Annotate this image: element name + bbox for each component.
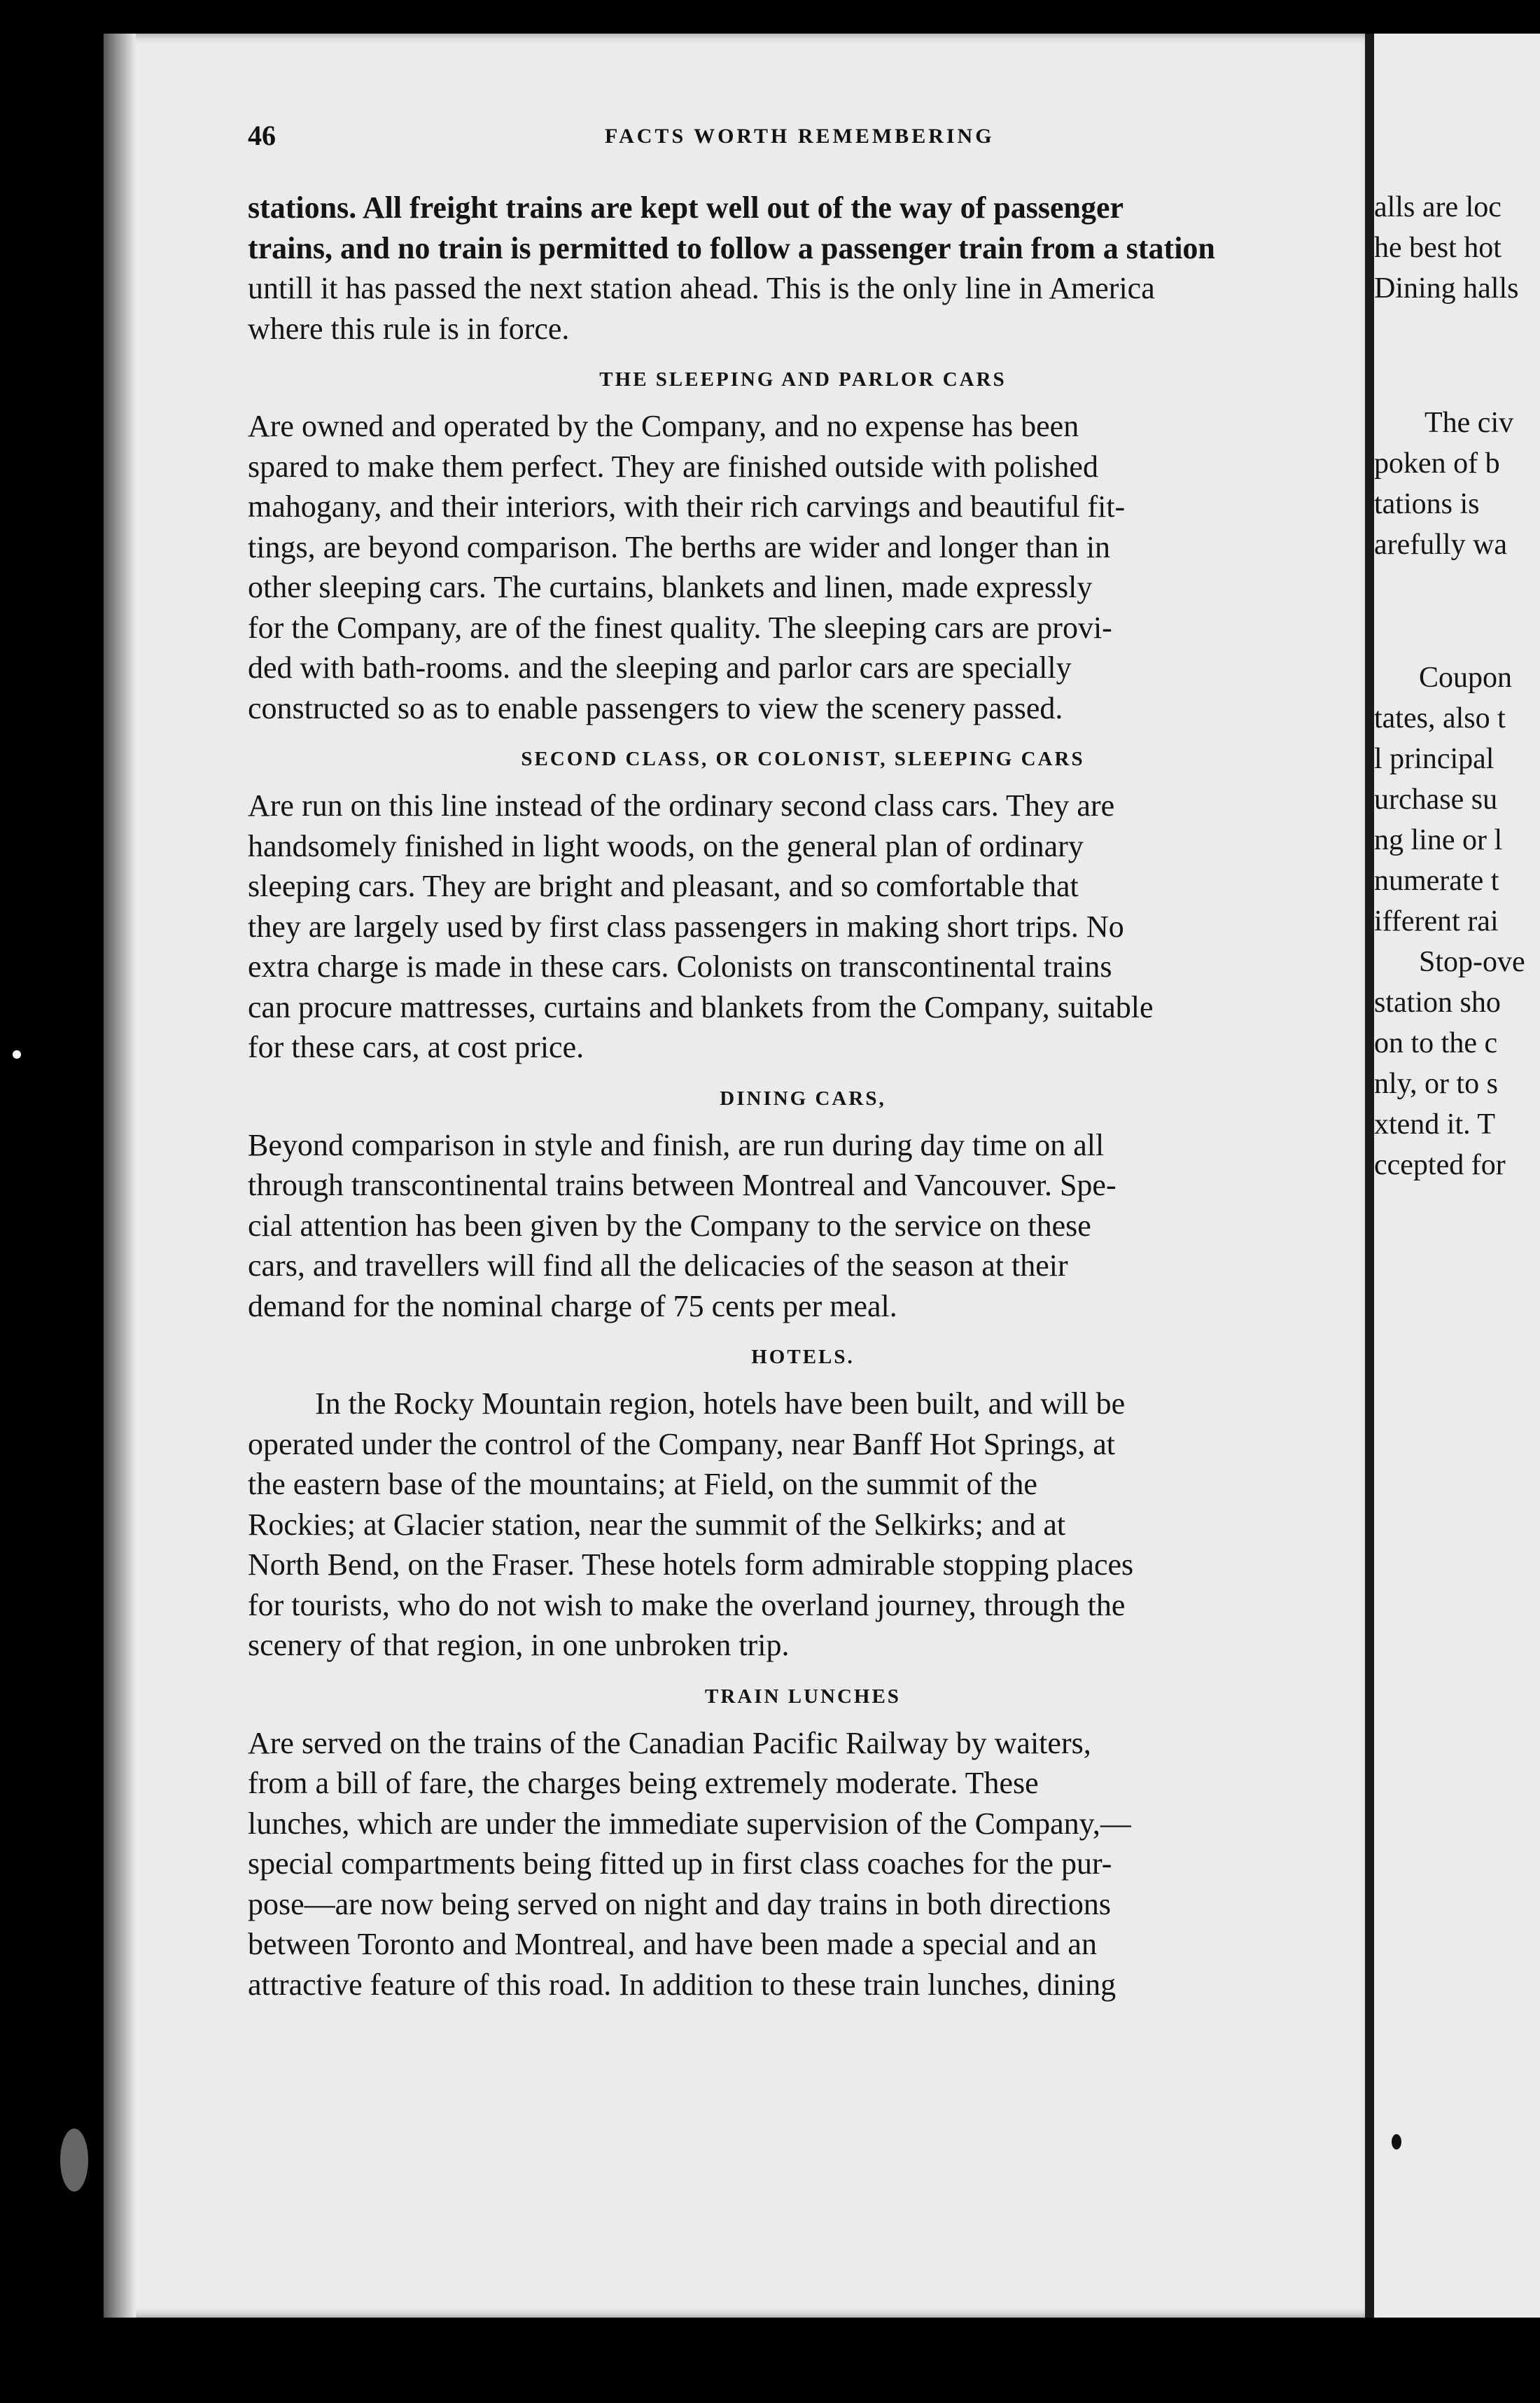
text-line: Are served on the trains of the Canadian Pacific Railway by waiters, [248,1725,1091,1760]
section-heading-sleeping-parlor: THE SLEEPING AND PARLOR CARS [599,368,1007,391]
facing-fragment: nly, or to s [1374,1068,1498,1100]
text-line: for these cars, at cost price. [248,1030,584,1064]
text-line: untill it has passed the next station ahead. This is the only line in America [248,271,1155,305]
facing-fragment: ng line or l [1374,824,1503,856]
facing-fragment: on to the c [1374,1027,1498,1059]
text-line: other sleeping cars. The curtains, blankets and linen, made expressly [248,570,1093,604]
facing-fragment: tates, also t [1374,702,1506,734]
text-line: cars, and travellers will find all the delicacies of the season at their [248,1248,1068,1283]
facing-fragment: Coupon [1419,662,1513,694]
text-line: spared to make them perfect. They are finished outside with polished [248,449,1098,484]
facing-fragment: Stop-ove [1419,946,1525,978]
facing-fragment: alls are loc [1374,191,1502,223]
text-line: mahogany, and their interiors, with their rich carvings and beautiful fit- [248,489,1126,524]
text-line: ded with bath-rooms. and the sleeping and parlor cars are specially [248,650,1072,685]
text-line: they are largely used by first class passengers in making short trips. No [248,909,1124,944]
scan-speck [13,1050,21,1059]
facing-fragment: ccepted for [1374,1149,1506,1181]
text-line [248,228,1358,269]
text-line: scenery of that region, in one unbroken trip. [248,1628,790,1662]
text-line: Are owned and operated by the Company, and no expense has been [248,409,1079,443]
page-number: 46 [248,120,276,151]
text-line: for tourists, who do not wish to make the overland journey, through the [248,1587,1126,1622]
facing-fragment: tations is [1374,488,1480,520]
scan-speck [1392,2134,1401,2150]
running-head [248,119,1354,157]
text-line: through transcontinental trains between Montreal and Vancouver. Spe- [248,1168,1116,1202]
facing-fragment: Dining halls [1374,272,1519,305]
text-line: sleeping cars. They are bright and pleasant, and so comfortable that [248,869,1079,903]
text-line: constructed so as to enable passengers to view the scenery passed. [248,690,1063,725]
page-gutter-shadow [104,34,136,2318]
text-line: where this rule is in force. [248,311,570,346]
text-line: between Toronto and Montreal, and have been made a special and an [248,1927,1097,1961]
text-line: Are run on this line instead of the ordinary second class cars. They are [248,788,1115,823]
text-line: from a bill of fare, the charges being extremely moderate. These [248,1766,1039,1800]
facing-fragment: arefully wa [1374,529,1508,561]
text-line: Beyond comparison in style and finish, are run during day time on all [248,1127,1105,1162]
intro-line-2: trains, and no train is permitted to follow a passenger train from a station [248,230,1215,265]
facing-fragment: l principal [1374,743,1494,775]
text-line: pose—are now being served on night and day trains in both directions [248,1886,1111,1921]
facing-fragment: urchase su [1374,783,1498,816]
text-line: special compartments being fitted up in first class coaches for the pur- [248,1846,1112,1881]
text-line: In the Rocky Mountain region, hotels have been built, and will be [315,1386,1126,1421]
section-heading-dining: DINING CARS, [720,1087,886,1110]
section-heading-hotels: HOTELS. [751,1346,855,1368]
hotels-paragraph [248,1384,1358,1666]
scan-blur-mark [60,2129,88,2192]
facing-fragment: The civ [1424,407,1514,439]
section-heading-train-lunches: TRAIN LUNCHES [705,1685,901,1708]
text-line: the eastern base of the mountains; at Field, on the summit of the [248,1467,1037,1501]
intro-paragraph [248,188,1358,349]
text-line: tings, are beyond comparison. The berths are wider and longer than in [248,529,1111,564]
facing-fragment: xtend it. T [1374,1108,1496,1141]
facing-fragment: numerate t [1374,865,1499,897]
train-lunches-paragraph [248,1723,1358,2005]
text-line: attractive feature of this road. In addition to these train lunches, dining [248,1967,1116,2002]
facing-fragment: ifferent rai [1374,905,1499,938]
running-title: FACTS WORTH REMEMBERING [605,125,995,148]
facing-fragment: he best hot [1374,232,1502,264]
text-line: cial attention has been given by the Company to the service on these [248,1208,1091,1243]
text-line: handsomely finished in light woods, on the general plan of ordinary [248,828,1084,863]
section-heading-colonist: SECOND CLASS, OR COLONIST, SLEEPING CARS [521,748,1085,770]
text-line: demand for the nominal charge of 75 cents per meal. [248,1288,897,1323]
text-line: for the Company, are of the finest quality. The sleeping cars are provi- [248,610,1112,645]
text-line: extra charge is made in these cars. Colonists on transcontinental trains [248,949,1112,984]
facing-fragment: station sho [1374,987,1501,1019]
text-line: stations. All freight trains are kept well out of the way of passenger [248,190,1124,225]
text-line: lunches, which are under the immediate supervision of the Company,— [248,1806,1131,1841]
book-binding [1365,34,1375,2318]
text-line: Rockies; at Glacier station, near the summit of the Selkirks; and at [248,1507,1066,1542]
body-text [248,188,1358,2005]
text-line: operated under the control of the Company, near Banff Hot Springs, at [248,1426,1116,1461]
colonist-paragraph [248,786,1358,1068]
sleeping-parlor-paragraph [248,406,1358,728]
dining-paragraph [248,1125,1358,1327]
facing-fragment: poken of b [1374,447,1500,480]
text-line: can procure mattresses, curtains and blankets from the Company, suitable [248,989,1154,1024]
text-line: North Bend, on the Fraser. These hotels form admirable stopping places [248,1547,1134,1582]
